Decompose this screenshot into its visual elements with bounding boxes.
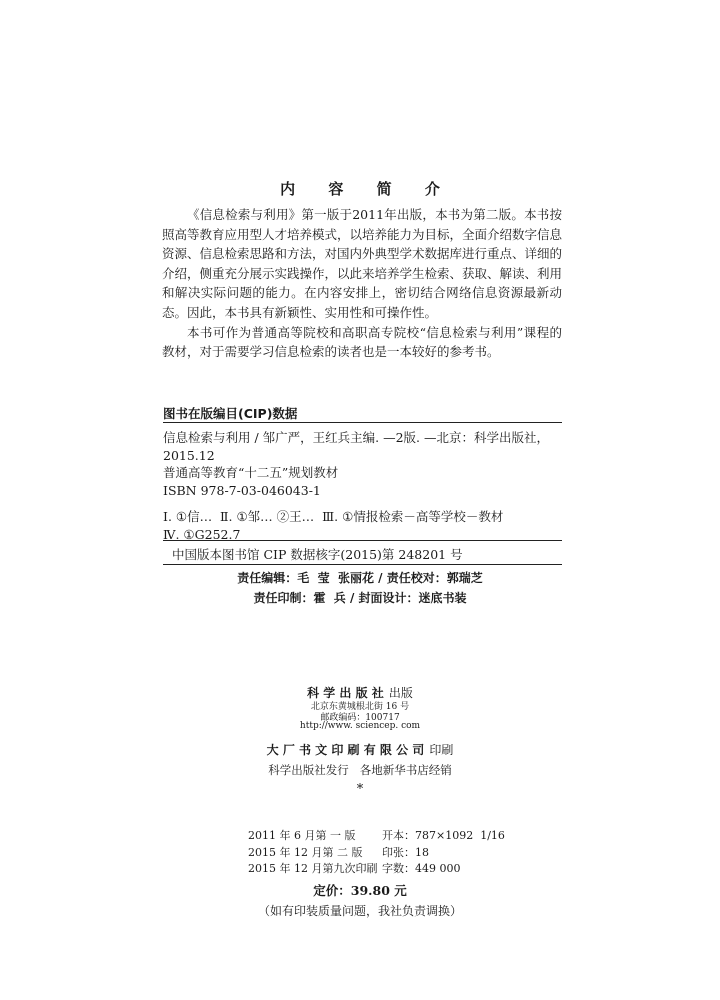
publisher-address: 北京东黄城根北街 16 号 [310,702,410,712]
cip-classification: Ⅰ. ①信… Ⅱ. ①邹… ②王… Ⅲ. ①情报检索－高等学校－教材 [163,509,504,524]
cip-middle-rule [163,540,562,541]
printer-suffix: 印刷 [429,743,454,757]
publisher-suffix: 出版 [388,686,413,700]
cip-line: ISBN 978-7-03-046043-1 [163,482,321,498]
printer-name: 大 厂 书 文 印 刷 有 限 公 司 [266,743,425,757]
cip-record-number: 中国版本图书馆 CIP 数据核字(2015)第 248201 号 [172,547,463,562]
edition-row: 2015 年 12 月第九次印刷 字数：449 000 [248,862,461,875]
publisher-postcode: 邮政编码：100717 [320,713,400,723]
cip-top-rule [163,422,562,423]
cip-bottom-rule [163,564,562,565]
summary-body [162,205,562,362]
staff-production: 责任印制：霍 兵 / 封面设计：迷底书装 [253,591,467,605]
cip-line: 普通高等教育“十二五”规划教材 [163,465,339,480]
cip-line: 2015.12 [163,447,215,463]
publisher-website: http://www. sciencep. com [299,721,421,731]
edition-row: 2011 年 6 月第 一 版 开本：787×1092 1/16 [248,829,505,842]
publisher-name: 科 学 出 版 社 [307,686,384,700]
distribution-line: 科学出版社发行 各地新华书店经销 [268,763,452,777]
cip-classification: Ⅳ. ①G252.7 [163,526,241,542]
price: 定价：39.80 元 [313,883,407,898]
staff-editors: 责任编辑：毛 莹 张丽花 / 责任校对：郭瑞芝 [237,571,483,585]
summary-title: 内 容 简 介 [280,180,454,198]
quality-notice: （如有印装质量问题，我社负责调换） [257,904,462,918]
printer-line [0,739,720,758]
summary-paragraph: 本书可作为普通高等院校和高职高专院校“信息检索与利用”课程的教材，对于需要学习信息检索的读者也是一本较好的参考书。 [162,324,562,360]
cip-line: 信息检索与利用 / 邹广严，王红兵主编. —2版. —北京：科学出版社， [163,430,550,445]
edition-row: 2015 年 12 月第 二 版 印张：18 [248,845,429,859]
edition-info [248,828,505,878]
cip-record [163,429,561,543]
cip-heading: 图书在版编目(CIP)数据 [163,406,298,421]
separator-asterisk: * [356,782,364,797]
summary-paragraph: 《信息检索与利用》第一版于2011年出版，本书为第二版。本书按照高等教育应用型人才培养模式，以培养能力为目标，全面介绍数字信息资源、信息检索思路和方法，对国内外典型学术数据库进行重点、详细的介绍，侧重充分展示实践操作，以此来培养学生检索、获取、解读、利用和解决实际问题的能力。在内容安排上，密切结合网络信息资源最新动态。因此，本书具有新颖性、实用性和可操作性。 [162,207,563,320]
